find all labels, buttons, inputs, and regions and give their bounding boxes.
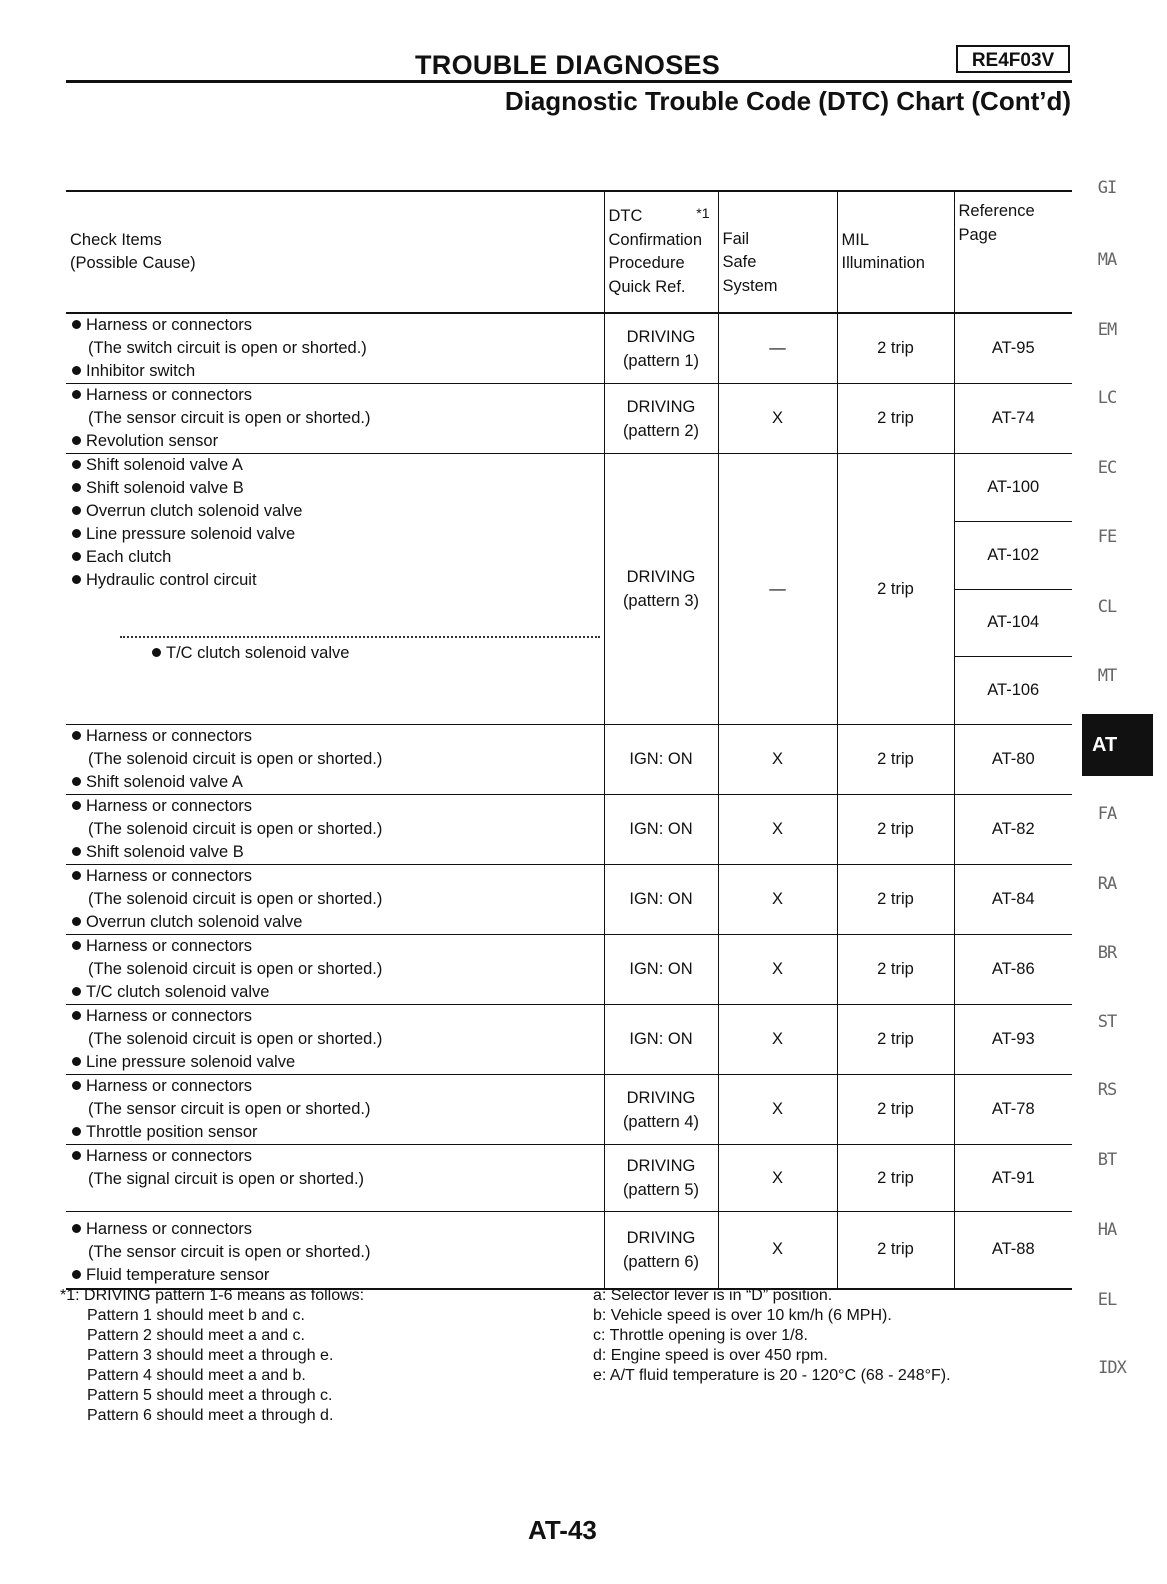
- check-items-cell: Harness or connectors (The signal circuit is open or shorted.): [66, 1145, 604, 1212]
- tab-idx[interactable]: IDX: [1098, 1358, 1126, 1378]
- bullet-icon: [72, 529, 81, 538]
- footnote-line: c: Throttle opening is over 1/8.: [593, 1327, 808, 1344]
- table-row: [66, 313, 1072, 384]
- dotted-separator: [120, 636, 600, 638]
- reference-cell: AT-78: [954, 1075, 1072, 1145]
- bullet-icon: [72, 987, 81, 996]
- procedure-cell: IGN: ON: [604, 935, 718, 1005]
- bullet-icon: [72, 1011, 81, 1020]
- dtc-chart-table: [66, 190, 1072, 1290]
- tab-ra[interactable]: RA: [1097, 874, 1117, 894]
- model-code: RE4F03V: [971, 50, 1055, 71]
- table-header-row: [66, 191, 1072, 313]
- tab-em[interactable]: EM: [1097, 320, 1117, 340]
- procedure-cell: IGN: ON: [604, 865, 718, 935]
- table-row: [66, 454, 1072, 725]
- procedure-cell: IGN: ON: [604, 1005, 718, 1075]
- tab-bt[interactable]: BT: [1097, 1150, 1117, 1170]
- reference-cell: AT-88: [954, 1212, 1072, 1289]
- reference-value: AT-106: [987, 681, 1040, 700]
- mil-cell: 2 trip: [837, 865, 954, 935]
- reference-cell: AT-95: [954, 313, 1072, 384]
- check-items-cell: Harness or connectors (The solenoid circuit is open or shorted.) Overrun clutch solenoid valve: [66, 865, 604, 935]
- check-items-cell: Harness or connectors (The sensor circuit is open or shorted.) Revolution sensor: [66, 384, 604, 454]
- check-items-cell: Harness or connectors (The switch circuit is open or shorted.) Inhibitor switch: [66, 313, 604, 384]
- bullet-icon: [72, 731, 81, 740]
- table-row: [66, 795, 1072, 865]
- tab-ha[interactable]: HA: [1097, 1220, 1117, 1240]
- footnote-line: Pattern 5 should meet a through c.: [87, 1387, 333, 1404]
- fail-safe-cell: X: [718, 1212, 837, 1289]
- bullet-icon: [72, 801, 81, 810]
- tab-ec[interactable]: EC: [1097, 458, 1117, 478]
- footnote-line: a: Selector lever is in “D” position.: [593, 1287, 833, 1304]
- tab-rs[interactable]: RS: [1097, 1080, 1117, 1100]
- bullet-icon: [72, 1224, 81, 1233]
- footnote-patterns: [60, 1286, 364, 1426]
- procedure-cell: DRIVING (pattern 5): [604, 1145, 718, 1212]
- header-fail-safe: Fail Safe System: [718, 191, 837, 313]
- reference-cell: AT-74: [954, 384, 1072, 454]
- page-subtitle: Diagnostic Trouble Code (DTC) Chart (Cont’d): [504, 86, 1071, 116]
- page-title: TROUBLE DIAGNOSES: [415, 50, 721, 80]
- procedure-cell: DRIVING (pattern 4): [604, 1075, 718, 1145]
- tab-st[interactable]: ST: [1097, 1012, 1117, 1032]
- procedure-cell: DRIVING (pattern 3): [604, 454, 718, 725]
- mil-cell: 2 trip: [837, 795, 954, 865]
- mil-cell: 2 trip: [837, 1145, 954, 1212]
- footnote-line: Pattern 4 should meet a and b.: [87, 1367, 306, 1384]
- reference-cell: AT-91: [954, 1145, 1072, 1212]
- footnote-line: d: Engine speed is over 450 rpm.: [593, 1347, 828, 1364]
- procedure-cell: DRIVING (pattern 2): [604, 384, 718, 454]
- reference-cell: AT-80: [954, 725, 1072, 795]
- fail-safe-cell: X: [718, 865, 837, 935]
- table-row: [66, 1075, 1072, 1145]
- fail-safe-cell: X: [718, 384, 837, 454]
- reference-value: AT-100: [955, 454, 1073, 522]
- footnote-line: Pattern 2 should meet a and c.: [87, 1327, 305, 1344]
- check-items-cell: Harness or connectors (The solenoid circuit is open or shorted.) Shift solenoid valve B: [66, 795, 604, 865]
- header-rule: [66, 80, 1072, 83]
- procedure-cell: DRIVING (pattern 6): [604, 1212, 718, 1289]
- table-row: [66, 1212, 1072, 1289]
- footnote-line: Pattern 1 should meet b and c.: [87, 1307, 305, 1324]
- fail-safe-cell: X: [718, 795, 837, 865]
- footnote-line: *1: DRIVING pattern 1-6 means as follows:: [60, 1287, 365, 1304]
- fail-safe-cell: X: [718, 725, 837, 795]
- header-reference: Reference Page: [954, 191, 1072, 313]
- bullet-icon: [72, 1151, 81, 1160]
- page-number: AT-43: [528, 1515, 597, 1545]
- fail-safe-cell: —: [718, 313, 837, 384]
- mil-cell: 2 trip: [837, 1005, 954, 1075]
- tab-fe[interactable]: FE: [1097, 527, 1117, 547]
- table-row: [66, 725, 1072, 795]
- reference-cell: AT-84: [954, 865, 1072, 935]
- check-items-cell: Harness or connectors (The solenoid circuit is open or shorted.) T/C clutch solenoid valve: [66, 935, 604, 1005]
- footnote-line: Pattern 3 should meet a through e.: [87, 1347, 334, 1364]
- table-row: [66, 935, 1072, 1005]
- bullet-icon: [72, 366, 81, 375]
- bullet-icon: [72, 390, 81, 399]
- table-row: [66, 1145, 1072, 1212]
- bullet-icon: [72, 436, 81, 445]
- footnote-line: b: Vehicle speed is over 10 km/h (6 MPH).: [593, 1307, 892, 1324]
- fail-safe-cell: X: [718, 935, 837, 1005]
- bullet-icon: [72, 941, 81, 950]
- tab-ma[interactable]: MA: [1097, 250, 1117, 270]
- reference-cell: [954, 454, 1072, 725]
- bullet-icon: [72, 506, 81, 515]
- check-items-cell: Harness or connectors (The solenoid circuit is open or shorted.) Line pressure solenoid valve: [66, 1005, 604, 1075]
- footnote-line: e: A/T fluid temperature is 20 - 120°C (68 - 248°F).: [593, 1367, 951, 1384]
- tab-lc[interactable]: LC: [1097, 388, 1117, 408]
- fail-safe-cell: X: [718, 1145, 837, 1212]
- mil-cell: 2 trip: [837, 1212, 954, 1289]
- table-row: [66, 865, 1072, 935]
- bullet-icon: [72, 460, 81, 469]
- reference-cell: AT-82: [954, 795, 1072, 865]
- bullet-icon: [152, 648, 161, 657]
- tab-el[interactable]: EL: [1097, 1290, 1117, 1310]
- model-badge: [956, 45, 1070, 73]
- check-items-cell: Harness or connectors (The sensor circuit is open or shorted.) Fluid temperature sensor: [66, 1212, 604, 1289]
- bullet-icon: [72, 1127, 81, 1136]
- footnote-line: Pattern 6 should meet a through d.: [87, 1407, 334, 1424]
- bullet-icon: [72, 483, 81, 492]
- tab-gi[interactable]: GI: [1097, 178, 1117, 198]
- tab-cl[interactable]: CL: [1097, 597, 1117, 617]
- mil-cell: 2 trip: [837, 454, 954, 725]
- table-row: [66, 384, 1072, 454]
- check-items-cell: Harness or connectors (The solenoid circuit is open or shorted.) Shift solenoid valve A: [66, 725, 604, 795]
- bullet-icon: [72, 917, 81, 926]
- footnote-marker: *1: [696, 205, 710, 221]
- reference-value: AT-102: [955, 522, 1073, 590]
- procedure-cell: IGN: ON: [604, 725, 718, 795]
- bullet-icon: [72, 777, 81, 786]
- reference-value: AT-104: [955, 590, 1073, 658]
- header-dtc-procedure: *1 DTC Confirmation Procedure Quick Ref.: [604, 191, 718, 313]
- mil-cell: 2 trip: [837, 313, 954, 384]
- bullet-icon: [72, 871, 81, 880]
- tab-br[interactable]: BR: [1097, 943, 1117, 963]
- header-check-items: Check Items (Possible Cause): [66, 191, 604, 313]
- fail-safe-cell: X: [718, 1075, 837, 1145]
- mil-cell: 2 trip: [837, 935, 954, 1005]
- reference-cell: AT-93: [954, 1005, 1072, 1075]
- bullet-icon: [72, 1057, 81, 1066]
- check-items-cell: Harness or connectors (The sensor circuit is open or shorted.) Throttle position sensor: [66, 1075, 604, 1145]
- bullet-icon: [72, 320, 81, 329]
- procedure-cell: DRIVING (pattern 1): [604, 313, 718, 384]
- tab-mt[interactable]: MT: [1097, 666, 1117, 686]
- mil-cell: 2 trip: [837, 1075, 954, 1145]
- bullet-icon: [72, 1270, 81, 1279]
- mil-cell: 2 trip: [837, 384, 954, 454]
- fail-safe-cell: —: [718, 454, 837, 725]
- bullet-icon: [72, 847, 81, 856]
- table-row: [66, 1005, 1072, 1075]
- footnote-conditions: [593, 1286, 951, 1386]
- bullet-icon: [72, 575, 81, 584]
- bullet-icon: [72, 552, 81, 561]
- header-mil: MIL Illumination: [837, 191, 954, 313]
- fail-safe-cell: X: [718, 1005, 837, 1075]
- reference-cell: AT-86: [954, 935, 1072, 1005]
- bullet-icon: [72, 1081, 81, 1090]
- tab-fa[interactable]: FA: [1097, 804, 1117, 824]
- tab-at[interactable]: AT: [1082, 714, 1153, 776]
- mil-cell: 2 trip: [837, 725, 954, 795]
- procedure-cell: IGN: ON: [604, 795, 718, 865]
- check-items-cell: Shift solenoid valve A Shift solenoid valve B Overrun clutch solenoid valve Line pressure solenoid valve Each clutch Hydraulic control circuit T/C clutch solenoid valve: [66, 454, 604, 725]
